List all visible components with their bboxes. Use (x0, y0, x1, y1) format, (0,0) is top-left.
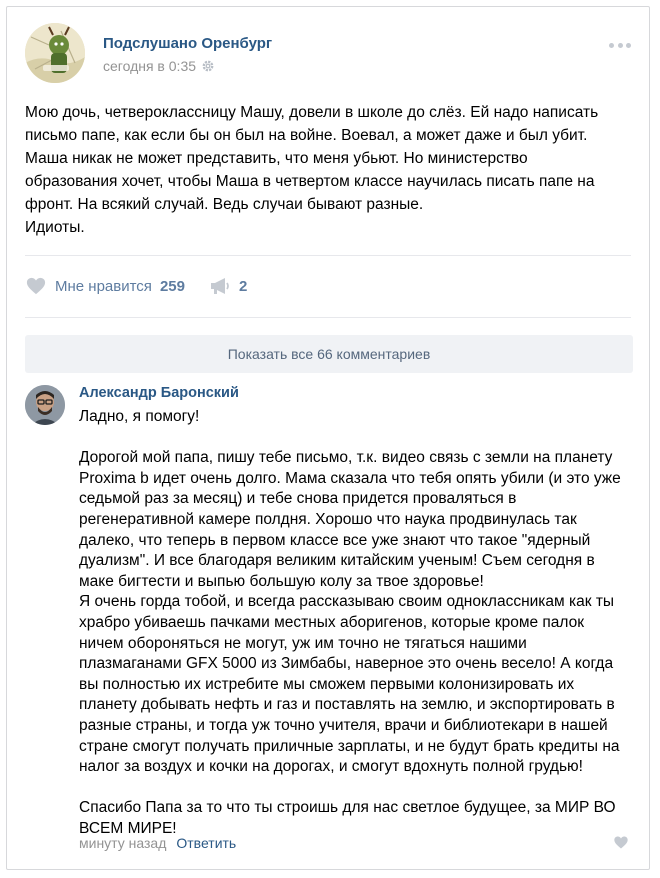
comment-text-line: стране смогут получать приличные зарплаты, и не будут брать кредиты на (79, 737, 620, 755)
comment-text-line: маке бигтести и выпью большую колу за твое здоровье! (79, 572, 484, 590)
share-count: 2 (238, 277, 248, 295)
comment-footer (79, 835, 236, 851)
comment-text-line: ничем обороняться не могут, уж им точно не тягаться нашими (79, 634, 527, 652)
divider (25, 255, 631, 256)
comment-text (79, 407, 627, 839)
gear-icon[interactable] (201, 59, 215, 73)
comment-time[interactable]: минуту назад (79, 835, 167, 851)
comment-text-line: Спасибо Папа за то что ты строишь для нас светлое будущее, за МИР ВО (79, 799, 616, 817)
more-dot (609, 43, 614, 48)
post-text (25, 101, 635, 239)
comment-text-line: Я очень горда тобой, и всегда рассказываю своим одноклассникам как ты (79, 593, 615, 611)
group-name-link[interactable]: Подслушано Оренбург (103, 35, 273, 52)
group-avatar-image (25, 23, 85, 83)
more-dot (618, 43, 623, 48)
post-text-line: письмо папе, как если бы он был на войне. Воевал, а может даже и был убит. (25, 127, 588, 144)
post-card (6, 6, 650, 870)
post-text-line: Мою дочь, четвероклассницу Машу, довели в школе до слёз. Ей надо написать (25, 104, 599, 121)
comment-text-line: далеко, что теперь в первом классе все уже знают что такое "ядерный (79, 531, 591, 549)
comment-text-line: разные страны, и тогда уж точно учителя, врачи и библиотекари в нашей (79, 716, 608, 734)
comment-author-link[interactable]: Александр Баронский (79, 385, 239, 401)
avatar[interactable] (25, 385, 65, 425)
more-dot (626, 43, 631, 48)
comment-text-line: планету добывать нефть и газ и поставлять на землю, и экспортировать в (79, 696, 615, 714)
post-text-line: фронт. На всякий случай. Ведь случаи бывают разные. (25, 196, 424, 213)
reply-button[interactable]: Ответить (176, 835, 237, 851)
comment-like-heart-icon[interactable] (613, 835, 629, 850)
comment-text-line: вы полностью их истребите мы сможем первыми колонизировать их (79, 675, 575, 693)
comment-text-line: ВСЕМ МИРЕ! (79, 819, 177, 837)
heart-icon (25, 276, 47, 296)
comment-greeting: Ладно, я помогу! (79, 408, 200, 425)
show-all-comments-button[interactable]: Показать все 66 комментариев (25, 335, 633, 373)
post-header (25, 23, 635, 83)
post-time (103, 58, 215, 74)
comment-text-line: Proxima b идет очень долго. Мама сказала что тебя опять убили (и это уже (79, 469, 621, 487)
comment-text-line: храбро убиваешь пачками местных аборигенов, которые кроме палок (79, 613, 585, 631)
post-time-text[interactable]: сегодня в 0:35 (103, 58, 197, 74)
paragraph-gap (79, 428, 627, 449)
comment-text-line: плазмаганами GFX 5000 из Зимбабы, наверное это очень весело! А когда (79, 655, 614, 673)
group-avatar[interactable] (25, 23, 85, 83)
post-text-line: Маша никак не может представить, что меня убьют. Но министерство (25, 150, 528, 167)
like-button[interactable] (25, 276, 185, 296)
comment-text-line: регенеративной камере полдня. Хорошо что наука продвинулась так (79, 510, 577, 528)
comment-text-line: дуализм". И все благодаря великим китайским ученым! Съем сегодня в (79, 552, 595, 570)
avatar-image (25, 385, 65, 425)
megaphone-icon (209, 277, 231, 295)
divider (25, 317, 631, 318)
comment-text-line: Дорогой мой папа, пишу тебе письмо, т.к. видео связь с земли на планету (79, 449, 613, 467)
comment-text-line: налог за воздух и кочки на дорогах, и смогут вдохнуть полной грудью! (79, 758, 583, 776)
paragraph-gap (79, 778, 627, 799)
comment-text-line: седьмой раз за месяц) и тебе снова придется проваляться в (79, 490, 517, 508)
like-label: Мне нравится (55, 277, 152, 295)
share-button[interactable] (209, 277, 247, 295)
like-count: 259 (159, 277, 185, 295)
post-text-line: образования хочет, чтобы Маша в четвертом классе научилась писать папе на (25, 173, 595, 190)
more-icon[interactable] (609, 41, 631, 49)
post-actions (25, 271, 247, 301)
post-text-line: Идиоты. (25, 219, 85, 236)
